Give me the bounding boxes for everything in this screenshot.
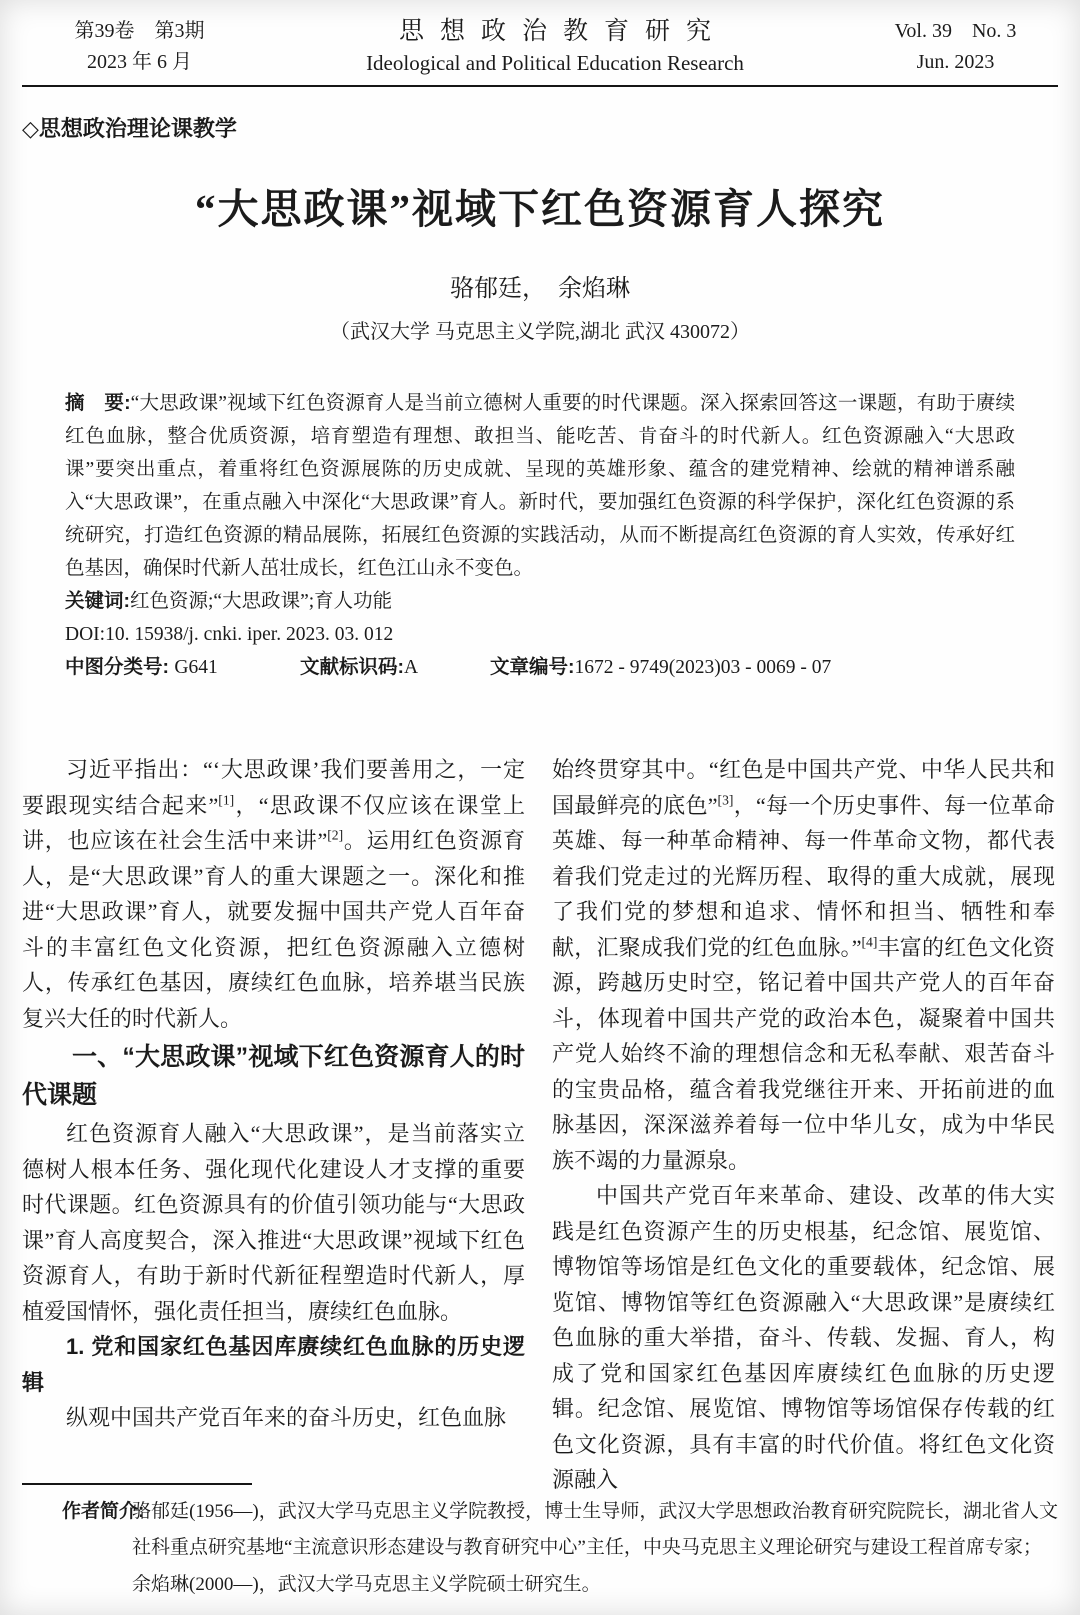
volume-issue-en: Vol. 39 No. 3	[894, 20, 1017, 42]
paragraph: 红色资源育人融入“大思政课”，是当前落实立德树人根本任务、强化现代化建设人才支撑的重要时代课题。红色资源具有的价值引领功能与“大思政课”育人高度契合，深入推进“大思政课”视域下红色资源育人，有助于新时代新征程塑造时代新人，厚植爱国情怀，强化责任担当，赓续红色血脉。	[22, 1121, 525, 1324]
doi-value: 10. 15938/j. cnki. iper. 2023. 03. 012	[105, 624, 394, 645]
journal-header	[22, 16, 1058, 78]
right-column	[552, 752, 1055, 1498]
clc-number: 中图分类号: G641	[65, 656, 218, 678]
affiliation: （武汉大学 马克思主义学院,湖北 武汉 430072）	[330, 321, 750, 343]
author-bio-label: 作者简介:	[62, 1500, 145, 1522]
journal-title-cn: 思想政治教育研究	[398, 18, 727, 45]
article-title: “大思政课”视域下红色资源育人探究	[195, 186, 885, 232]
author-bio	[22, 1494, 1058, 1604]
date-en: Jun. 2023	[916, 51, 995, 73]
abstract	[65, 387, 1015, 585]
volume-issue-cn: 第39卷 第3期	[74, 20, 205, 42]
issue-info	[22, 16, 257, 78]
document-code: 文献标识码:A	[300, 656, 419, 678]
author-bio-entry: 余焰琳(2000—)，武汉大学马克思主义学院硕士研究生。	[132, 1573, 601, 1595]
keywords-label: 关键词:	[65, 590, 130, 612]
subsection-heading-1: 1. 党和国家红色基因库赓续红色血脉的历史逻辑	[22, 1334, 525, 1395]
abstract-text: “大思政课”视域下红色资源育人是当前立德树人重要的时代课题。深入探索回答这一课题，有助于赓续红色血脉，整合优质资源，培育塑造有理想、敢担当、能吃苦、肯奋斗的时代新人。红色资源融入“大思政课”要突出重点，着重将红色资源展陈的历史成就、呈现的英雄形象、蕴含的建党精神、绘就的精神谱系融入“大思政课”，在重点融入中深化“大思政课”育人。新时代，要加强红色资源的科学保护，深化红色资源的系统研究，打造红色资源的精品展陈，拓展红色资源的实践活动，从而不断提高红色资源的育人实效，传承好红色基因，确保时代新人茁壮成长，红色江山永不变色。	[65, 393, 1016, 579]
date-cn: 2023 年 6 月	[87, 51, 192, 73]
header-divider	[22, 85, 1058, 87]
author-bio-footnote	[22, 1483, 1058, 1604]
journal-title-block	[257, 16, 853, 78]
author-bio-entry: 骆郁廷(1956—)，武汉大学马克思主义学院教授，博士生导师，武汉大学思想政治教育研究院院长，湖北省人文社科重点研究基地“主流意识形态建设与教育研究中心”主任，中央马克思主义理论研究与建设工程首席专家；	[132, 1500, 1058, 1558]
section-heading-1: 一、“大思政课”视域下红色资源育人的时代课题	[22, 1043, 525, 1109]
paragraph: 始终贯穿其中。“红色是中国共产党、中华人民共和国最鲜亮的底色”[3]，“每一个历史事件、每一位革命英雄、每一种革命精神、每一件革命文物，都代表着我们党走过的光辉历程、取得的重大成就，展现了我们党的梦想和追求、情怀和担当、牺牲和奉献，汇聚成我们党的红色血脉。”[4]丰富的红色文化资源，跨越历史时空，铭记着中国共产党人的百年奋斗，体现着中国共产党的政治本色，凝聚着中国共产党人始终不渝的理想信念和无私奉献、艰苦奋斗的宝贵品格，蕴含着我党继往开来、开拓前进的血脉基因，深深滋养着每一位中华儿女，成为中华民族不竭的力量源泉。	[552, 757, 1055, 1173]
section-column-tag: ◇思想政治理论课教学	[22, 116, 237, 141]
article-body	[22, 752, 1058, 1498]
journal-title-en: Ideological and Political Education Research	[366, 51, 744, 75]
paragraph: 中国共产党百年来革命、建设、改革的伟大实践是红色资源产生的历史根基，纪念馆、展览馆、博物馆等场馆是红色文化的重要载体，纪念馆、展览馆、博物馆等红色资源融入“大思政课”是赓续红色血脉的重大举措，奋斗、传载、发掘、育人，构成了党和国家红色基因库赓续红色血脉的历史逻辑。纪念馆、展览馆、博物馆等场馆保存传载的红色文化资源，具有丰富的时代价值。将红色文化资源融入	[552, 1183, 1055, 1492]
authors: 骆郁廷， 余焰琳	[450, 276, 630, 302]
article-meta	[65, 387, 1015, 684]
doi-label: DOI:	[65, 624, 106, 645]
issue-info-en	[853, 16, 1058, 78]
footnote-divider	[22, 1483, 252, 1485]
paragraph: 习近平指出：“‘大思政课’我们要善用之，一定要跟现实结合起来”[1]，“思政课不仅应该在课堂上讲，也应该在社会生活中来讲”[2]。运用红色资源育人，是“大思政课”育人的重大课题之一。深化和推进“大思政课”育人，就要发掘中国共产党人百年奋斗的丰富红色文化资源，把红色资源融入立德树人，传承红色基因，赓续红色血脉，培养堪当民族复兴大任的时代新人。	[22, 757, 526, 1031]
doi	[65, 618, 1015, 651]
abstract-label: 摘 要:	[65, 392, 131, 414]
keywords-text: 红色资源;“大思政课”;育人功能	[130, 591, 393, 612]
classification-codes	[65, 651, 1015, 684]
left-column	[22, 752, 525, 1498]
article-id: 文章编号:1672 - 9749(2023)03 - 0069 - 07	[490, 656, 832, 678]
keywords	[65, 585, 1015, 618]
paragraph: 纵观中国共产党百年来的奋斗历史，红色血脉	[66, 1405, 507, 1430]
